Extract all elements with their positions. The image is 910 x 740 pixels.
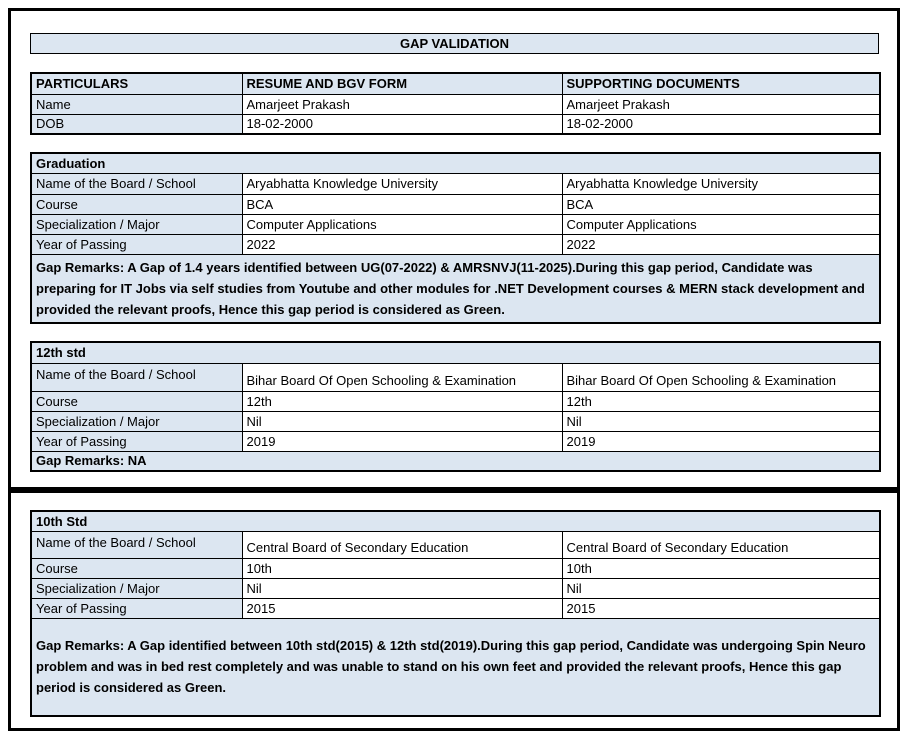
resume-value: Central Board of Secondary Education [242, 531, 562, 558]
table-row-course [31, 194, 880, 214]
row-label: Specialization / Major [31, 214, 242, 234]
gap-remarks-row [31, 254, 880, 323]
page-title: GAP VALIDATION [30, 33, 879, 54]
resume-value: 2015 [242, 598, 562, 618]
header-resume-bgv: RESUME AND BGV FORM [242, 73, 562, 94]
resume-value: 18-02-2000 [242, 114, 562, 134]
supporting-value: BCA [562, 194, 880, 214]
resume-value: Computer Applications [242, 214, 562, 234]
table-row-board [31, 531, 880, 558]
supporting-value: 2022 [562, 234, 880, 254]
row-label: Name of the Board / School [31, 531, 242, 558]
section-table-10th [30, 510, 881, 717]
row-label: Name [31, 94, 242, 114]
table-row-board [31, 363, 880, 391]
candidate-info-table [30, 72, 881, 135]
column-header-row [31, 73, 880, 94]
table-row-specialization [31, 578, 880, 598]
row-label: Year of Passing [31, 431, 242, 451]
resume-value: 12th [242, 391, 562, 411]
section-table-graduation [30, 152, 881, 324]
resume-value: 2019 [242, 431, 562, 451]
supporting-value: 2015 [562, 598, 880, 618]
row-label: Year of Passing [31, 234, 242, 254]
table-row-year [31, 234, 880, 254]
supporting-value: 10th [562, 558, 880, 578]
gap-remarks-row [31, 451, 880, 471]
resume-value: Nil [242, 578, 562, 598]
gap-remarks-12th: Gap Remarks: NA [31, 451, 880, 471]
table-row-board [31, 173, 880, 194]
section-title-10th: 10th Std [31, 511, 880, 531]
resume-value: Nil [242, 411, 562, 431]
table-row-dob [31, 114, 880, 134]
row-label: Name of the Board / School [31, 173, 242, 194]
section-header-row [31, 153, 880, 173]
supporting-value: Nil [562, 411, 880, 431]
row-label: Course [31, 558, 242, 578]
header-particulars: PARTICULARS [31, 73, 242, 94]
supporting-value: Bihar Board Of Open Schooling & Examination [562, 363, 880, 391]
resume-value: Aryabhatta Knowledge University [242, 173, 562, 194]
resume-value: 2022 [242, 234, 562, 254]
resume-value: 10th [242, 558, 562, 578]
section-title-12th: 12th std [31, 342, 880, 363]
supporting-value: 12th [562, 391, 880, 411]
table-row-name [31, 94, 880, 114]
resume-value: BCA [242, 194, 562, 214]
table-row-year [31, 598, 880, 618]
table-row-course [31, 558, 880, 578]
table-row-course [31, 391, 880, 411]
supporting-value: 18-02-2000 [562, 114, 880, 134]
gap-remarks-10th: Gap Remarks: A Gap identified between 10th std(2015) & 12th std(2019).During this gap period, Candidate was undergoing Spin Neuro problem and was in bed rest completely and was unable to stand on his own feet and provided the relevant proofs, Hence this gap period is considered as Green. [31, 618, 880, 716]
gap-remarks-row [31, 618, 880, 716]
section-header-row [31, 342, 880, 363]
supporting-value: Nil [562, 578, 880, 598]
supporting-value: Amarjeet Prakash [562, 94, 880, 114]
gap-remarks-graduation: Gap Remarks: A Gap of 1.4 years identified between UG(07-2022) & AMRSNVJ(11-2025).During this gap period, Candidate was preparing for IT Jobs via self studies from Youtube and other modules for .NET Development courses & MERN stack development and provided the relevant proofs, Hence this gap period is considered as Green. [31, 254, 880, 323]
row-label: Course [31, 194, 242, 214]
row-label: Course [31, 391, 242, 411]
table-row-specialization [31, 214, 880, 234]
row-label: Name of the Board / School [31, 363, 242, 391]
section-header-row [31, 511, 880, 531]
row-label: Year of Passing [31, 598, 242, 618]
supporting-value: 2019 [562, 431, 880, 451]
row-label: Specialization / Major [31, 578, 242, 598]
resume-value: Bihar Board Of Open Schooling & Examination [242, 363, 562, 391]
resume-value: Amarjeet Prakash [242, 94, 562, 114]
row-label: Specialization / Major [31, 411, 242, 431]
section-table-12th [30, 341, 881, 472]
row-label: DOB [31, 114, 242, 134]
supporting-value: Computer Applications [562, 214, 880, 234]
table-row-year [31, 431, 880, 451]
section-title-graduation: Graduation [31, 153, 880, 173]
supporting-value: Central Board of Secondary Education [562, 531, 880, 558]
supporting-value: Aryabhatta Knowledge University [562, 173, 880, 194]
table-row-specialization [31, 411, 880, 431]
header-supporting-docs: SUPPORTING DOCUMENTS [562, 73, 880, 94]
